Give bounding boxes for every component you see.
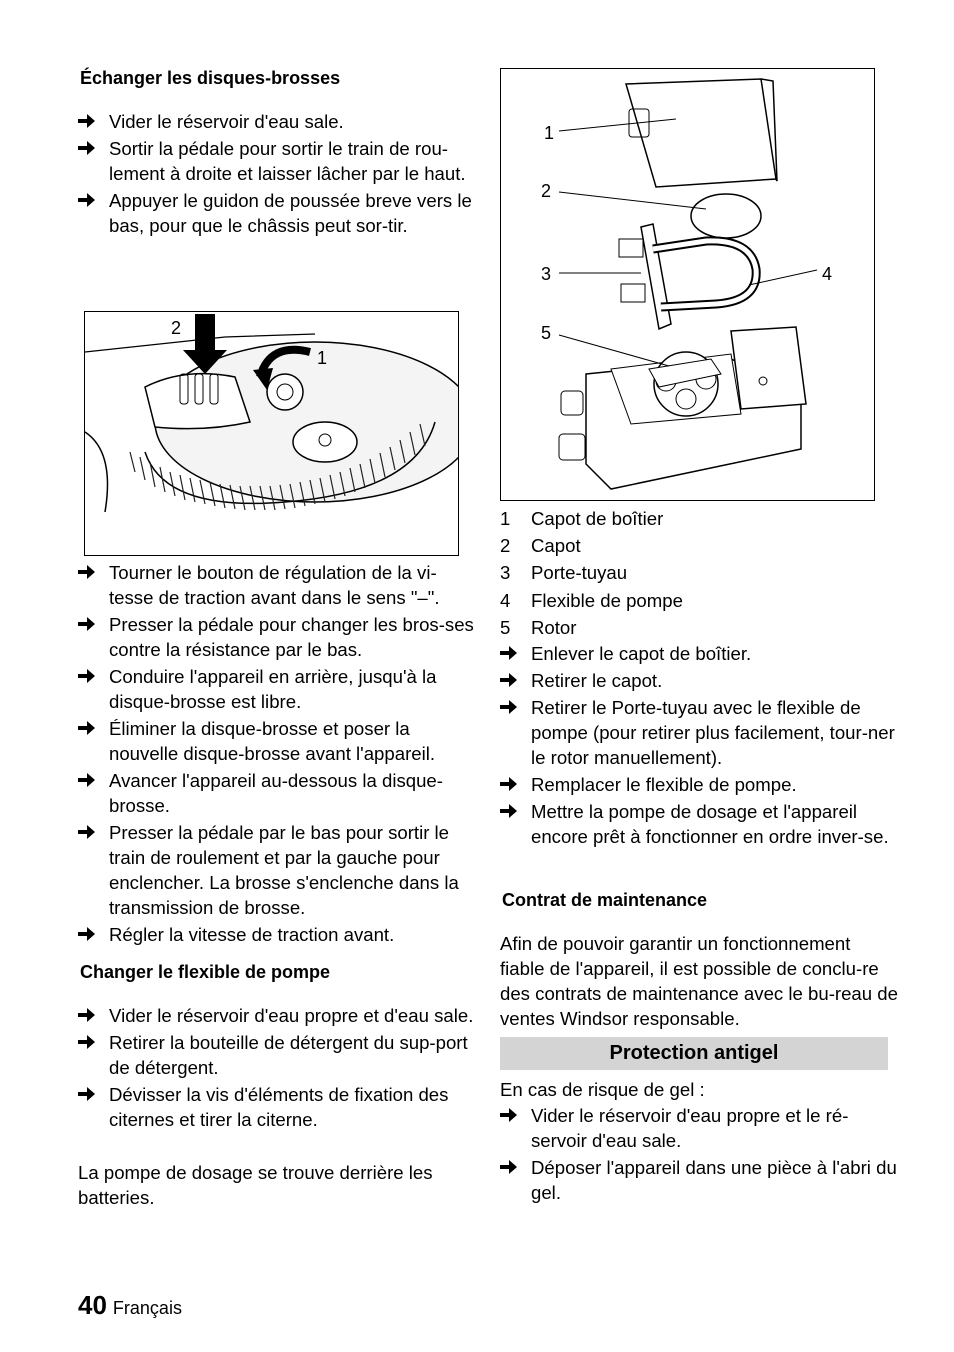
figure-brush-drive (84, 311, 459, 556)
list-item: Sortir la pédale pour sortir le train de rou-lement à droite et laisser lâcher par le haut. (78, 136, 476, 186)
figure2-label-2: 2 (541, 181, 552, 201)
right-arrow-icon (78, 1082, 98, 1101)
list-item: Retirer le Porte-tuyau avec le flexible de pompe (pour retirer plus facilement, tour-ner le rotor manuellement). (500, 695, 898, 770)
legend-item: 2 Capot (500, 535, 581, 557)
right-arrow-icon (78, 560, 98, 579)
list-item: Dévisser la vis d'éléments de fixation des citernes et tirer la citerne. (78, 1082, 476, 1132)
page-number: 40 (78, 1290, 107, 1320)
list-item: Appuyer le guidon de poussée breve vers le bas, pour que le châssis peut sor-tir. (78, 188, 476, 238)
section-banner-frost-protection: Protection antigel (500, 1037, 888, 1070)
right-arrow-icon (500, 772, 520, 791)
list-item: Tourner le bouton de régulation de la vi-tesse de traction avant dans le sens "–". (78, 560, 476, 610)
right-arrow-icon (500, 1103, 520, 1122)
list-item: Enlever le capot de boîtier. (500, 641, 898, 666)
right-arrow-icon (500, 799, 520, 818)
right-arrow-icon (500, 1155, 520, 1174)
right-arrow-icon (78, 1003, 98, 1022)
figure1-label-1: 1 (317, 348, 328, 368)
right-arrow-icon (500, 668, 520, 687)
list-item: Éliminer la disque-brosse et poser la nouvelle disque-brosse avant l'appareil. (78, 716, 476, 766)
steps-pump-hose (78, 1003, 476, 1134)
section-title-maintenance: Contrat de maintenance (502, 890, 708, 910)
right-arrow-icon (78, 136, 98, 155)
section-title-pump-hose: Changer le flexible de pompe (80, 962, 331, 982)
legend-item: 4 Flexible de pompe (500, 589, 683, 611)
list-item: Vider le réservoir d'eau propre et d'eau sale. (78, 1003, 476, 1028)
figure1-label-2: 2 (171, 318, 182, 338)
figure2-label-5: 5 (541, 323, 552, 343)
legend-item: 3 Porte-tuyau (500, 562, 628, 584)
brush-deck-illustration (85, 312, 458, 555)
list-item: Régler la vitesse de traction avant. (78, 922, 476, 947)
steps-brushes-a (78, 109, 476, 240)
right-arrow-icon (78, 820, 98, 839)
steps-frost-protection (500, 1103, 898, 1207)
figure2-label-3: 3 (541, 264, 552, 284)
dosing-pump-exploded-illustration (501, 69, 874, 500)
list-item: Presser la pédale pour changer les bros-ses contre la résistance par le bas. (78, 612, 476, 662)
pump-location-note: La pompe de dosage se trouve derrière les batteries. (78, 1162, 433, 1208)
list-item: Avancer l'appareil au-dessous la disque-brosse. (78, 768, 476, 818)
steps-brushes-b (78, 560, 476, 949)
right-arrow-icon (500, 695, 520, 714)
steps-pump-replacement (500, 641, 898, 851)
legend-item: 1 Capot de boîtier (500, 508, 664, 529)
right-arrow-icon (78, 1030, 98, 1049)
right-arrow-icon (500, 641, 520, 660)
figure-dosing-pump (500, 68, 875, 501)
list-item: Remplacer le flexible de pompe. (500, 772, 898, 797)
list-item: Vider le réservoir d'eau sale. (78, 109, 476, 134)
list-item: Mettre la pompe de dosage et l'appareil encore prêt à fonctionner en ordre inver-se. (500, 799, 898, 849)
right-arrow-icon (78, 188, 98, 207)
figure2-label-1: 1 (544, 123, 555, 143)
frost-intro: En cas de risque de gel : (500, 1079, 705, 1100)
right-arrow-icon (78, 768, 98, 787)
right-arrow-icon (78, 612, 98, 631)
list-item: Vider le réservoir d'eau propre et le ré-servoir d'eau sale. (500, 1103, 898, 1153)
right-arrow-icon (78, 109, 98, 128)
list-item: Conduire l'appareil en arrière, jusqu'à la disque-brosse est libre. (78, 664, 476, 714)
right-arrow-icon (78, 664, 98, 683)
right-arrow-icon (78, 716, 98, 735)
list-item: Retirer la bouteille de détergent du sup-port de détergent. (78, 1030, 476, 1080)
page-footer (78, 1290, 182, 1323)
right-arrow-icon (78, 922, 98, 941)
list-item: Déposer l'appareil dans une pièce à l'abri du gel. (500, 1155, 898, 1205)
figure2-label-4: 4 (822, 264, 833, 284)
list-item: Presser la pédale par le bas pour sortir le train de roulement et par la gauche pour enclencher. La brosse s'enclenche dans la transmission de brosse. (78, 820, 476, 920)
legend-item: 5 Rotor (500, 616, 577, 638)
figure2-legend (500, 505, 898, 641)
section-title-brushes: Échanger les disques-brosses (80, 68, 341, 88)
maintenance-contract-text: Afin de pouvoir garantir un fonctionnement fiable de l'appareil, il est possible de conclu-re des contrats de maintenance avec le bu-reau de ventes Windsor responsable. (500, 933, 898, 1029)
list-item: Retirer le capot. (500, 668, 898, 693)
footer-language: Français (112, 1298, 182, 1318)
